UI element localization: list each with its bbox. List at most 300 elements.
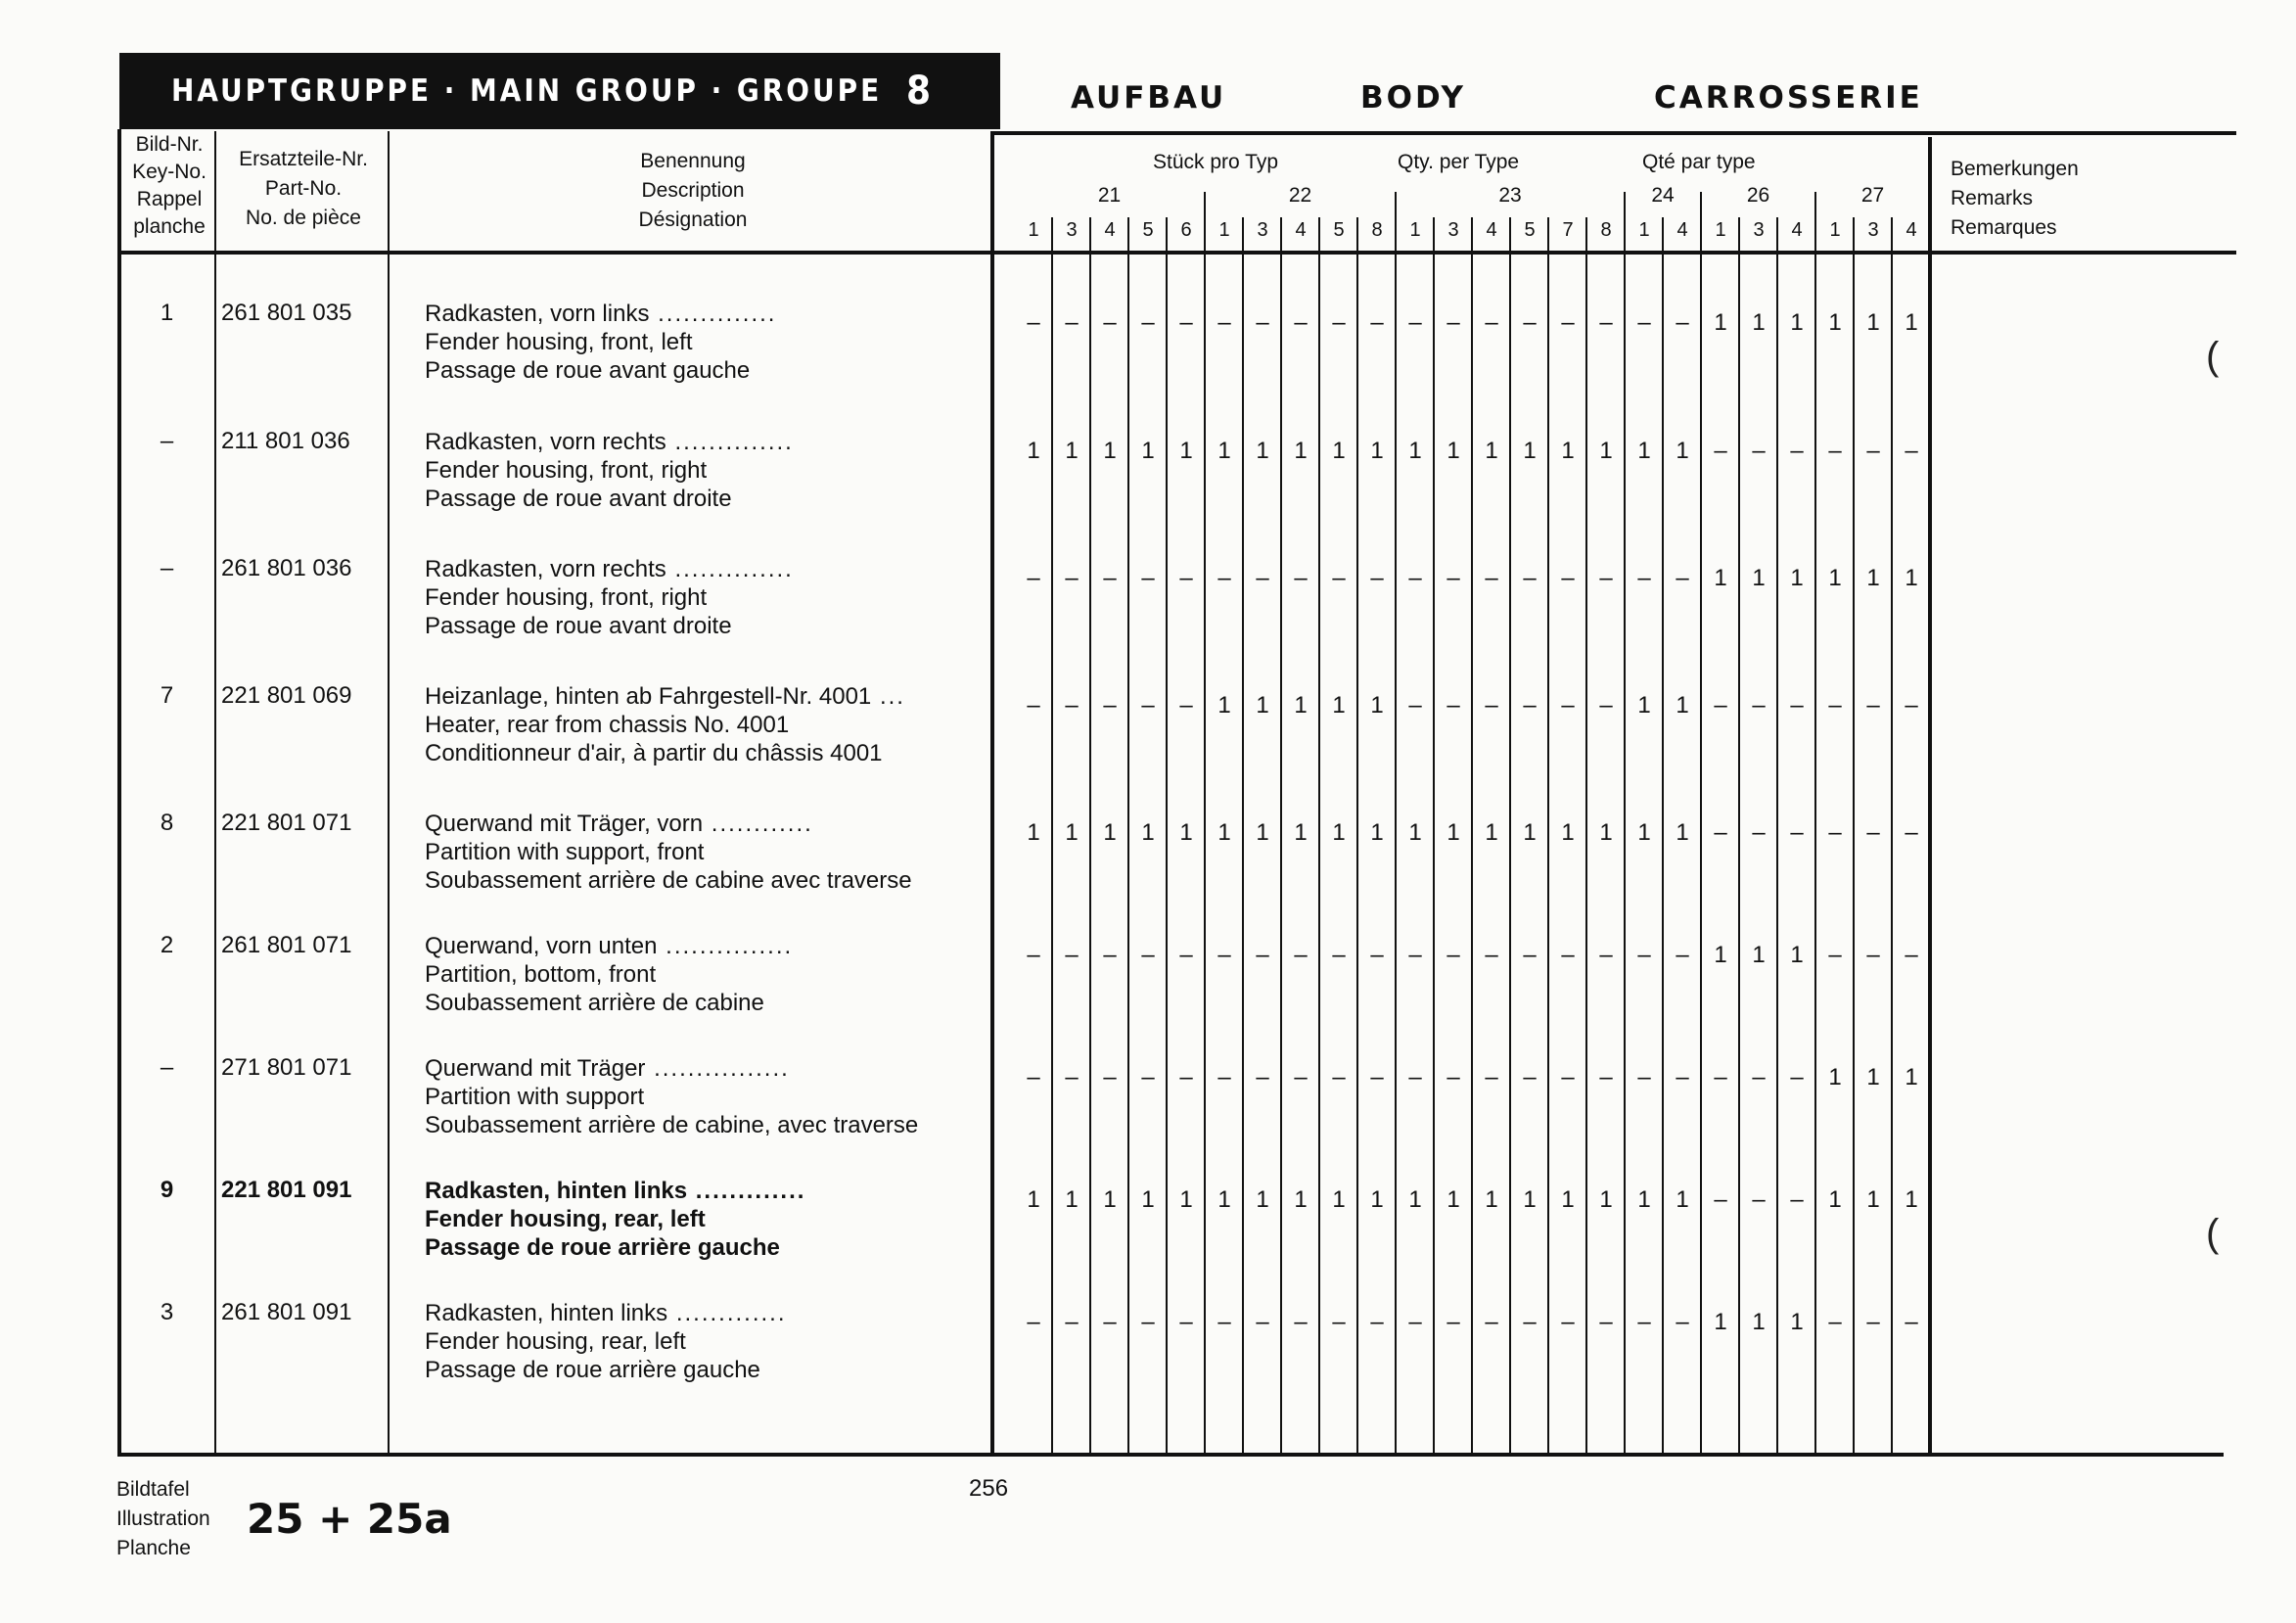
qty-cell: – [1714,692,1727,719]
qty-cell: – [1141,1064,1155,1090]
description-en: Partition, bottom, front [425,961,657,988]
qty-cell: – [1370,1309,1384,1335]
subtype-label: 8 [1600,219,1612,241]
qty-cell: – [1179,309,1193,336]
qty-cell: 1 [1676,1186,1689,1213]
qty-cell: – [1828,438,1842,464]
part-description [425,300,776,385]
part-number: 271 801 071 [221,1054,352,1081]
description-de: Heizanlage, hinten ab Fahrgestell-Nr. 4001 [425,683,872,710]
description-de: Querwand, vorn unten [425,933,658,959]
qty-cell: 1 [1752,565,1766,591]
description-de: Radkasten, hinten links [425,1178,688,1204]
qty-cell: – [1179,692,1193,719]
qty-cell: 1 [1103,438,1117,464]
description-de: Querwand mit Träger [425,1055,646,1082]
qty-cell: – [1141,942,1155,968]
qty-cell: – [1866,1309,1880,1335]
qty-cell: – [1103,1064,1117,1090]
qty-cell: 1 [1828,1064,1842,1090]
qty-cell: 1 [1179,438,1193,464]
qty-cell: 1 [1790,1309,1804,1335]
description-fr: Passage de roue arrière gauche [425,1234,780,1261]
group-separator [1624,192,1626,219]
qty-cell: – [1332,565,1346,591]
qty-cell: – [1637,565,1651,591]
subtype-label: 1 [1218,219,1230,241]
qty-cell: – [1065,565,1079,591]
qty-cell: – [1370,565,1384,591]
qty-cell: 1 [1637,819,1651,846]
description-fr: Soubassement arrière de cabine [425,990,764,1016]
qty-cell: 1 [1676,819,1689,846]
qty-cell: 1 [1027,438,1040,464]
qty-cell: – [1256,309,1269,336]
qty-cell: – [1905,1309,1918,1335]
main-group-banner [119,53,1000,129]
qty-cell: 1 [1065,438,1079,464]
qty-cell: – [1446,309,1460,336]
qty-cell: – [1027,1309,1040,1335]
key-number: 1 [160,300,174,326]
qty-cell: 1 [1866,565,1880,591]
qty-cell: – [1866,942,1880,968]
leader-dots: ............. [667,1300,787,1326]
qty-cell: – [1485,565,1498,591]
qty-cell: 1 [1637,692,1651,719]
description-fr: Conditionneur d'air, à partir du châssis 4001 [425,740,883,766]
qty-cell: – [1141,692,1155,719]
qty-cell: – [1866,819,1880,846]
description-fr: Passage de roue avant gauche [425,357,751,384]
qty-cell: – [1256,942,1269,968]
qty-cell: – [1217,1309,1231,1335]
qty-cell: – [1217,309,1231,336]
qty-cell: 1 [1294,1186,1308,1213]
qty-cell: – [1294,309,1308,336]
description-fr: Passage de roue arrière gauche [425,1357,760,1383]
qty-cell: 1 [1485,1186,1498,1213]
part-description [425,682,905,767]
qty-cell: – [1905,438,1918,464]
qty-cell: 1 [1866,1186,1880,1213]
qty-cell: 1 [1332,438,1346,464]
qty-cell: 1 [1065,819,1079,846]
part-description [425,810,912,895]
qty-cell: – [1523,692,1537,719]
subtype-label: 6 [1180,219,1192,241]
qty-cell: 1 [1370,438,1384,464]
qty-cell: 1 [1752,309,1766,336]
table-row [0,810,2296,937]
table-row [0,428,2296,555]
group-separator [1814,192,1816,219]
qty-cell: – [1370,309,1384,336]
qty-cell: – [1599,692,1613,719]
qty-cell: – [1408,1309,1422,1335]
qty-cell: 1 [1294,819,1308,846]
qty-cell: – [1141,1309,1155,1335]
qty-cell: – [1676,1309,1689,1335]
subtype-label: 3 [1257,219,1268,241]
part-description [425,932,793,1017]
qty-cell: 1 [1637,1186,1651,1213]
key-number: 2 [160,932,174,958]
qty-cell: 1 [1446,819,1460,846]
qty-cell: – [1408,309,1422,336]
subtype-label: 3 [1447,219,1459,241]
description-en: Fender housing, rear, left [425,1206,706,1232]
qty-cell: – [1485,309,1498,336]
qty-cell: – [1294,1064,1308,1090]
part-number: 261 801 091 [221,1299,352,1325]
table-row [0,1299,2296,1426]
qty-cell: 1 [1256,1186,1269,1213]
qty-cell: – [1027,309,1040,336]
qty-cell: – [1561,565,1575,591]
description-en: Fender housing, rear, left [425,1328,686,1355]
subtype-label: 8 [1371,219,1383,241]
subtype-label: 1 [1409,219,1421,241]
section-title-de: AUFBAU [1071,80,1227,116]
key-number: 3 [160,1299,174,1325]
qty-cell: – [1828,942,1842,968]
qty-cell: – [1485,692,1498,719]
section-title-fr: CARROSSERIE [1654,80,1923,116]
main-group-label: HAUPTGRUPPE · MAIN GROUP · GROUPE [171,73,883,109]
qty-cell: 1 [1446,1186,1460,1213]
description-de: Radkasten, vorn links [425,301,650,327]
qty-cell: 1 [1370,1186,1384,1213]
qty-cell: 1 [1752,1309,1766,1335]
qty-cell: 1 [1790,565,1804,591]
subtype-label: 3 [1753,219,1765,241]
qty-cell: 1 [1179,1186,1193,1213]
qty-cell: – [1752,692,1766,719]
qty-cell: – [1446,692,1460,719]
description-de: Radkasten, vorn rechts [425,556,666,582]
qty-cell: 1 [1523,1186,1537,1213]
part-number: 221 801 071 [221,810,352,836]
description-column-header: Benennung Description Désignation [638,150,748,231]
qty-cell: – [1141,309,1155,336]
subtype-label: 4 [1295,219,1307,241]
part-number: 261 801 071 [221,932,352,958]
qty-cell: – [1905,692,1918,719]
qty-cell: – [1752,1186,1766,1213]
part-description [425,1177,805,1262]
qty-cell: – [1256,565,1269,591]
qty-cell: 1 [1408,819,1422,846]
key-number: – [160,555,174,581]
qty-cell: – [1446,565,1460,591]
qty-cell: – [1905,942,1918,968]
header-bottom-rule [117,251,2236,255]
qty-cell: – [1676,942,1689,968]
qty-cell: – [1179,565,1193,591]
qty-cell: – [1256,1309,1269,1335]
remarks-column-header: Bemerkungen Remarks Remarques [1951,158,2079,239]
qty-cell: 1 [1599,438,1613,464]
qty-cell: – [1103,692,1117,719]
key-number: – [160,428,174,454]
qty-cell: 1 [1256,692,1269,719]
qty-cell: 1 [1141,819,1155,846]
qty-cell: – [1217,565,1231,591]
qty-cell: – [1179,1064,1193,1090]
qty-cell: – [1217,942,1231,968]
qty-cell: – [1676,565,1689,591]
subtype-label: 4 [1104,219,1116,241]
qty-header-fr: Qté par type [1642,151,1756,173]
qty-cell: – [1790,1064,1804,1090]
part-number: 261 801 036 [221,555,352,581]
leader-dots: .............. [666,429,794,455]
key-column-header: Bild-Nr. Key-No. Rappel planche [132,133,207,238]
qty-cell: – [1599,942,1613,968]
description-de: Querwand mit Träger, vorn [425,811,704,837]
margin-mark: ( [2206,335,2220,378]
qty-cell: 1 [1676,692,1689,719]
qty-cell: 1 [1294,438,1308,464]
qty-cell: – [1408,1064,1422,1090]
qty-cell: – [1332,1309,1346,1335]
qty-cell: 1 [1828,309,1842,336]
description-fr: Passage de roue avant droite [425,613,732,639]
part-number: 221 801 091 [221,1177,352,1203]
qty-cell: 1 [1714,309,1727,336]
description-de: Radkasten, vorn rechts [425,429,666,455]
qty-cell: 1 [1446,438,1460,464]
table-row [0,300,2296,427]
leader-dots: ............ [703,811,813,837]
qty-cell: – [1866,438,1880,464]
table-row [0,682,2296,810]
qty-cell: – [1370,942,1384,968]
type-group-label: 24 [1651,184,1675,207]
qty-cell: – [1790,438,1804,464]
subtype-label: 5 [1524,219,1536,241]
qty-cell: 1 [1485,438,1498,464]
leader-dots: ................ [645,1055,790,1082]
subtype-label: 4 [1676,219,1688,241]
illustration-number: 25 + 25a [247,1495,452,1543]
qty-cell: – [1027,692,1040,719]
qty-cell: 1 [1408,1186,1422,1213]
table-row [0,555,2296,682]
illustration-label: Bildtafel Illustration Planche [116,1478,210,1559]
qty-cell: – [1599,565,1613,591]
qty-cell: – [1065,309,1079,336]
qty-cell: 1 [1599,819,1613,846]
qty-cell: 1 [1103,819,1117,846]
qty-cell: – [1027,1064,1040,1090]
qty-cell: 1 [1027,1186,1040,1213]
subtype-label: 4 [1906,219,1917,241]
qty-cell: 1 [1408,438,1422,464]
table-row [0,1054,2296,1182]
qty-cell: – [1027,942,1040,968]
qty-cell: 1 [1294,692,1308,719]
description-de: Radkasten, hinten links [425,1300,668,1326]
key-number: 7 [160,682,174,709]
qty-cell: – [1065,942,1079,968]
subtype-label: 3 [1867,219,1879,241]
qty-cell: 1 [1599,1186,1613,1213]
table-bottom-rule [117,1453,2224,1457]
section-title-en: BODY [1360,80,1466,116]
type-group-label: 21 [1097,184,1122,207]
qty-cell: – [1599,309,1613,336]
qty-cell: – [1065,692,1079,719]
group-separator [1395,192,1397,219]
subtype-label: 1 [1715,219,1726,241]
qty-cell: – [1828,819,1842,846]
margin-mark: ( [2206,1212,2220,1255]
leader-dots: ............. [687,1178,806,1204]
subtype-label: 3 [1066,219,1078,241]
qty-cell: 1 [1714,565,1727,591]
qty-cell: 1 [1905,309,1918,336]
qty-cell: – [1027,565,1040,591]
qty-cell: 1 [1523,438,1537,464]
qty-cell: – [1637,309,1651,336]
type-group-label: 27 [1860,184,1885,207]
qty-cell: 1 [1256,819,1269,846]
qty-cell: 1 [1866,1064,1880,1090]
qty-cell: – [1408,942,1422,968]
qty-cell: 1 [1714,1309,1727,1335]
qty-cell: 1 [1217,819,1231,846]
qty-cell: 1 [1332,692,1346,719]
qty-cell: 1 [1561,819,1575,846]
qty-cell: – [1790,819,1804,846]
qty-cell: 1 [1828,565,1842,591]
description-fr: Soubassement arrière de cabine avec traverse [425,867,912,894]
description-fr: Passage de roue avant droite [425,486,732,512]
qty-cell: – [1217,1064,1231,1090]
qty-cell: 1 [1027,819,1040,846]
subtype-label: 4 [1791,219,1803,241]
qty-cell: – [1752,1064,1766,1090]
qty-cell: 1 [1141,1186,1155,1213]
qty-cell: 1 [1332,819,1346,846]
qty-cell: – [1790,1186,1804,1213]
subtype-label: 7 [1562,219,1574,241]
qty-cell: 1 [1217,692,1231,719]
qty-cell: – [1523,309,1537,336]
description-fr: Soubassement arrière de cabine, avec traverse [425,1112,919,1138]
qty-cell: 1 [1141,438,1155,464]
qty-cell: 1 [1676,438,1689,464]
subtype-label: 4 [1486,219,1497,241]
qty-cell: – [1408,692,1422,719]
leader-dots: .............. [649,301,777,327]
qty-cell: 1 [1905,1186,1918,1213]
qty-cell: – [1103,942,1117,968]
qty-cell: 1 [1714,942,1727,968]
part-description [425,1299,787,1384]
group-separator [1204,192,1206,219]
qty-cell: 1 [1256,438,1269,464]
type-group-label: 23 [1498,184,1522,207]
part-number: 211 801 036 [221,428,350,454]
leader-dots: .............. [666,556,794,582]
qty-cell: – [1179,1309,1193,1335]
group-separator [1700,192,1702,219]
qty-cell: – [1256,1064,1269,1090]
leader-dots: ............... [657,933,794,959]
qty-cell: – [1485,942,1498,968]
subtype-label: 5 [1333,219,1345,241]
qty-cell: 1 [1332,1186,1346,1213]
qty-cell: 1 [1905,1064,1918,1090]
qty-cell: – [1828,1309,1842,1335]
qty-cell: – [1179,942,1193,968]
part-number-column-header: Ersatzteile-Nr. Part-No. No. de pièce [239,148,368,229]
qty-cell: – [1561,1309,1575,1335]
description-en: Partition with support [425,1084,645,1110]
qty-cell: 1 [1370,692,1384,719]
subtype-label: 1 [1638,219,1650,241]
qty-cell: – [1446,1064,1460,1090]
qty-cell: 1 [1828,1186,1842,1213]
qty-header-de: Stück pro Typ [1153,151,1279,173]
subtype-label: 1 [1829,219,1841,241]
qty-cell: 1 [1866,309,1880,336]
qty-cell: 1 [1790,309,1804,336]
qty-cell: 1 [1790,942,1804,968]
type-group-label: 26 [1746,184,1770,207]
subtype-label: 5 [1142,219,1154,241]
qty-cell: – [1523,1309,1537,1335]
qty-cell: 1 [1637,438,1651,464]
description-en: Fender housing, front, right [425,584,708,611]
qty-cell: – [1561,309,1575,336]
qty-header-en: Qty. per Type [1398,151,1520,173]
qty-cell: 1 [1179,819,1193,846]
qty-cell: 1 [1103,1186,1117,1213]
qty-cell: 1 [1905,565,1918,591]
qty-cell: 1 [1561,1186,1575,1213]
qty-cell: – [1332,1064,1346,1090]
description-en: Heater, rear from chassis No. 4001 [425,712,790,738]
qty-cell: – [1103,309,1117,336]
qty-cell: – [1103,565,1117,591]
qty-cell: 1 [1217,1186,1231,1213]
qty-cell: – [1752,438,1766,464]
qty-cell: – [1637,942,1651,968]
part-number: 221 801 069 [221,682,352,709]
qty-cell: – [1599,1309,1613,1335]
qty-cell: 1 [1523,819,1537,846]
qty-cell: – [1370,1064,1384,1090]
qty-cell: – [1523,1064,1537,1090]
qty-cell: – [1485,1309,1498,1335]
qty-cell: – [1676,309,1689,336]
qty-cell: – [1103,1309,1117,1335]
type-group-label: 22 [1288,184,1312,207]
key-number: – [160,1054,174,1081]
qty-cell: – [1446,942,1460,968]
table-row [0,1177,2296,1304]
qty-cell: – [1446,1309,1460,1335]
qty-cell: 1 [1752,942,1766,968]
qty-cell: – [1714,1064,1727,1090]
qty-cell: – [1714,819,1727,846]
description-en: Partition with support, front [425,839,705,865]
qty-cell: – [1676,1064,1689,1090]
